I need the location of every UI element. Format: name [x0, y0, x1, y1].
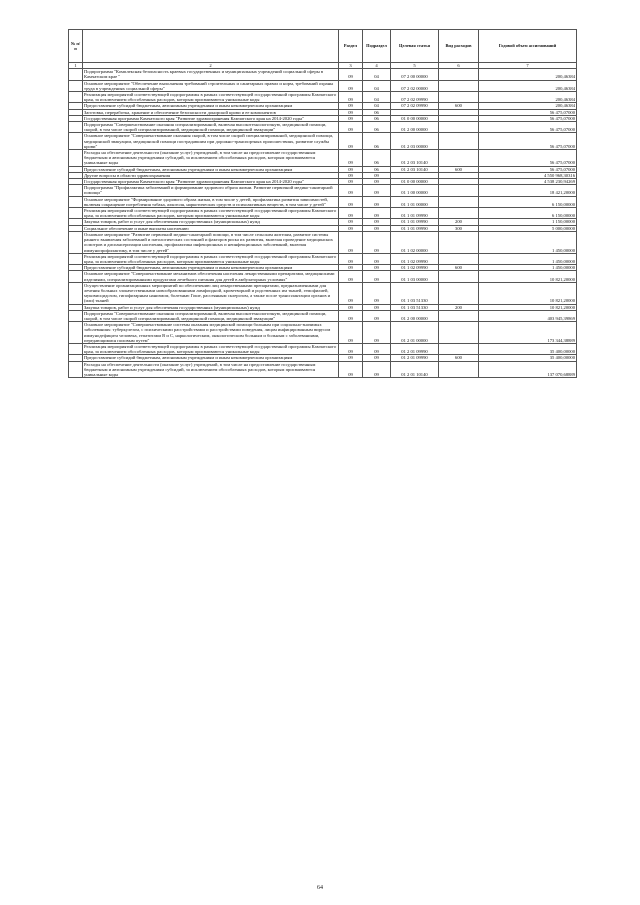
header-section: Раздел	[339, 30, 363, 63]
row-section-cell: 09	[339, 265, 363, 271]
row-target-cell: 01 2 03 00000	[391, 133, 439, 150]
row-section-cell: 09	[339, 208, 363, 219]
row-name-cell: Заготовка, переработка, хранение и обеспечение безопасности донорской крови и ее компонентов	[83, 109, 339, 115]
row-amount-cell: 173 344,38889	[479, 322, 577, 344]
row-name-cell: Подпрограмма "Совершенствование оказания специализированной, включая высокотехнологичную, медицинской помощи, скорой, в том числе скорой специализированной, медицинской помощи, медицинской эвакуации"	[83, 310, 339, 321]
row-target-cell: 01 0 00 00000	[391, 115, 439, 121]
row-name-cell: Предоставление субсидий бюджетным, автономным учреждениям и иным некоммерческим организациям	[83, 103, 339, 109]
row-num-cell	[69, 133, 83, 150]
row-expense-type-cell	[439, 92, 479, 103]
row-amount-cell: 10 821,20000	[479, 282, 577, 304]
row-name-cell: Социальное обеспечение и иные выплаты населению	[83, 225, 339, 231]
budget-table	[68, 29, 577, 378]
row-expense-type-cell	[439, 310, 479, 321]
row-amount-cell: 200,46384	[479, 80, 577, 91]
row-subsection-cell: 09	[363, 304, 391, 310]
header-amount: Годовой объем ассигнований	[479, 30, 577, 63]
row-target-cell: 01 2 01 10140	[391, 361, 439, 378]
row-section-cell: 09	[339, 109, 363, 115]
row-num-cell	[69, 122, 83, 133]
row-target-cell: 01 1 00 00000	[391, 185, 439, 196]
row-section-cell: 09	[339, 322, 363, 344]
row-subsection-cell: 09	[363, 265, 391, 271]
row-amount-cell: 35 400,00000	[479, 343, 577, 354]
row-section-cell: 09	[339, 304, 363, 310]
row-target-cell: 01 2 03 10140	[391, 150, 439, 167]
row-target-cell: 01 1 03 00000	[391, 271, 439, 282]
row-subsection-cell: 09	[363, 185, 391, 196]
row-expense-type-cell: 600	[439, 265, 479, 271]
row-amount-cell: 56 475,07000	[479, 109, 577, 115]
row-expense-type-cell	[439, 322, 479, 344]
row-subsection-cell: 06	[363, 166, 391, 172]
row-target-cell: 01 2 00 00000	[391, 310, 439, 321]
column-number: 5	[391, 63, 439, 69]
row-expense-type-cell	[439, 196, 479, 207]
row-amount-cell: 10 821,20000	[479, 304, 577, 310]
row-section-cell: 09	[339, 80, 363, 91]
row-target-cell: 07 2 02 09990	[391, 92, 439, 103]
column-number: 2	[83, 63, 339, 69]
row-target-cell: 01 1 01 09990	[391, 225, 439, 231]
row-amount-cell: 6 150,00000	[479, 208, 577, 219]
row-num-cell	[69, 343, 83, 354]
header-name	[83, 30, 339, 63]
row-name-cell: Закупка товаров, работ и услуг для обеспечения государственных (муниципальных) нужд	[83, 219, 339, 225]
row-name-cell: Осуществление организационных мероприятий по обеспечению лиц лекарственными препаратами, предназначенными для лечения больных злокачественными новообразованиями лимфоидной, кроветворной и родственных им тканей, гемофилией, муковисцидозом, гипофизарным нанизмом, болезнью Гоше, рассеянным склерозом, а также после трансплантации органов и (или) тканей	[83, 282, 339, 304]
row-name-cell: Основное мероприятие "Формирование здорового образа жизни, в том числе у детей, профилактика развития зависимостей, включая сокращение потребления табака, алкоголя, наркотических средств и психоактивных веществ, в том числе у детей"	[83, 196, 339, 207]
row-num-cell	[69, 253, 83, 264]
row-subsection-cell: 09	[363, 219, 391, 225]
table-row	[69, 231, 577, 253]
row-amount-cell: 35 400,00000	[479, 355, 577, 361]
table-row	[69, 150, 577, 167]
row-name-cell: Подпрограмма "Профилактика заболеваний и формирование здорового образа жизни. Развитие первичной медико-санитарной помощи"	[83, 185, 339, 196]
row-amount-cell: 10 821,20000	[479, 271, 577, 282]
row-section-cell: 09	[339, 172, 363, 178]
row-name-cell: Государственная программа Камчатского края "Развитие здравоохранения Камчатского края на 2014-2020 годы"	[83, 115, 339, 121]
table-row	[69, 133, 577, 150]
row-subsection-cell: 09	[363, 282, 391, 304]
row-target-cell: 01 1 01 00000	[391, 196, 439, 207]
row-section-cell: 09	[339, 231, 363, 253]
row-expense-type-cell: 600	[439, 103, 479, 109]
row-amount-cell: 403 945,39869	[479, 310, 577, 321]
row-expense-type-cell	[439, 231, 479, 253]
row-expense-type-cell	[439, 122, 479, 133]
row-section-cell: 09	[339, 150, 363, 167]
row-target-cell: 07 2 00 00000	[391, 69, 439, 80]
row-subsection-cell: 06	[363, 109, 391, 115]
row-section-cell: 09	[339, 282, 363, 304]
row-section-cell: 09	[339, 69, 363, 80]
row-num-cell	[69, 271, 83, 282]
row-section-cell: 09	[339, 166, 363, 172]
table-row	[69, 69, 577, 80]
row-name-cell: Основное мероприятие "Совершенствование механизмов обеспечения населения лекарственными препаратами, медицинскими изделиями, специализированными продуктами лечебного питания для детей в амбулаторных условиях"	[83, 271, 339, 282]
row-num-cell	[69, 282, 83, 304]
row-name-cell: Основное мероприятие "Совершенствование системы оказания медицинской помощи больным при социально-значимых заболеваниях: туберкулезом, с психическими расстройствами и расстройствами поведения, лицам инфицированным вирусом иммунодефицита человека, гепатитами В и С, наркологическим, онкологическим больным и больным с заболеваниями, передающимися половым путем"	[83, 322, 339, 344]
row-num-cell	[69, 69, 83, 80]
row-subsection-cell: 04	[363, 80, 391, 91]
row-target-cell: 01 2 03 10140	[391, 166, 439, 172]
row-section-cell: 09	[339, 310, 363, 321]
row-name-cell: Подпрограмма "Совершенствование оказания специализированной, включая высокотехнологичную, медицинской помощи, скорой, в том числе скорой специализированной, медицинской помощи, медицинской эвакуации"	[83, 122, 339, 133]
column-number: 1	[69, 63, 83, 69]
row-name-cell: Основное мероприятие "Обеспечение выполнения требований строительных и санитарных правил и норм, требований охраны труда в учреждениях социальной сферы"	[83, 80, 339, 91]
column-number: 6	[439, 63, 479, 69]
row-name-cell: Предоставление субсидий бюджетным, автономным учреждениям и иным некоммерческим организациям	[83, 355, 339, 361]
row-amount-cell: 137 070,68889	[479, 361, 577, 378]
row-name-cell: Закупка товаров, работ и услуг для обеспечения государственных (муниципальных) нужд	[83, 304, 339, 310]
row-name-cell: Другие вопросы в области здравоохранения	[83, 172, 339, 178]
row-subsection-cell: 09	[363, 355, 391, 361]
table-row	[69, 208, 577, 219]
row-subsection-cell: 04	[363, 69, 391, 80]
row-target-cell: 01 1 02 09990	[391, 253, 439, 264]
row-num-cell	[69, 322, 83, 344]
row-num-cell	[69, 80, 83, 91]
row-section-cell: 09	[339, 185, 363, 196]
row-section-cell: 09	[339, 103, 363, 109]
row-expense-type-cell	[439, 80, 479, 91]
row-subsection-cell: 09	[363, 271, 391, 282]
table-row	[69, 80, 577, 91]
row-num-cell	[69, 92, 83, 103]
row-section-cell: 09	[339, 196, 363, 207]
row-target-cell: 01 2 00 00000	[391, 122, 439, 133]
row-subsection-cell: 09	[363, 179, 391, 185]
table-row	[69, 343, 577, 354]
row-section-cell: 09	[339, 219, 363, 225]
row-section-cell: 09	[339, 225, 363, 231]
row-section-cell: 09	[339, 133, 363, 150]
row-section-cell: 09	[339, 253, 363, 264]
row-expense-type-cell	[439, 133, 479, 150]
row-subsection-cell: 06	[363, 133, 391, 150]
row-amount-cell: 1 450,00000	[479, 253, 577, 264]
row-num-cell	[69, 196, 83, 207]
row-expense-type-cell	[439, 185, 479, 196]
row-amount-cell: 56 475,07000	[479, 115, 577, 121]
row-subsection-cell: 09	[363, 310, 391, 321]
header-subsection: Подраздел	[363, 30, 391, 63]
row-expense-type-cell	[439, 253, 479, 264]
row-subsection-cell: 09	[363, 208, 391, 219]
row-section-cell: 09	[339, 361, 363, 378]
table-header-row	[69, 30, 577, 63]
row-subsection-cell: 04	[363, 92, 391, 103]
row-amount-cell: 18 421,20000	[479, 185, 577, 196]
row-target-cell: 01 1 03 51330	[391, 282, 439, 304]
row-expense-type-cell	[439, 69, 479, 80]
row-expense-type-cell: 200	[439, 304, 479, 310]
row-name-cell: Расходы на обеспечение деятельности (оказание услуг) учреждений, в том числе на предоставление государственным бюджетным и автономным учреждениям субсидий, за исключением обособленных расходов, которым присваиваются уникальные коды	[83, 150, 339, 167]
row-target-cell: 01 0 00 00000	[391, 179, 439, 185]
row-name-cell: Предоставление субсидий бюджетным, автономным учреждениям и иным некоммерческим организациям	[83, 166, 339, 172]
row-subsection-cell: 06	[363, 150, 391, 167]
row-amount-cell: 56 475,07000	[479, 166, 577, 172]
row-num-cell	[69, 185, 83, 196]
column-number: 3	[339, 63, 363, 69]
row-name-cell: Реализация мероприятий соответствующей подпрограммы в рамках соответствующей государственной программы Камчатского края, за исключением обособленных расходов, которым присваиваются уникальные коды	[83, 208, 339, 219]
row-subsection-cell: 04	[363, 103, 391, 109]
row-amount-cell: 1 150,00000	[479, 219, 577, 225]
row-subsection-cell: 09	[363, 343, 391, 354]
row-name-cell: Предоставление субсидий бюджетным, автономным учреждениям и иным некоммерческим организациям	[83, 265, 339, 271]
row-section-cell: 09	[339, 355, 363, 361]
row-amount-cell: 4 538 230,94269	[479, 179, 577, 185]
budget-table-sheet	[68, 29, 576, 378]
row-num-cell	[69, 208, 83, 219]
row-target-cell: 01 1 01 09990	[391, 219, 439, 225]
row-expense-type-cell: 600	[439, 166, 479, 172]
row-num-cell	[69, 361, 83, 378]
row-name-cell: Реализация мероприятий соответствующей подпрограммы в рамках соответствующей государственной программы Камчатского края, за исключением обособленных расходов, которым присваиваются уникальные коды	[83, 92, 339, 103]
table-row	[69, 310, 577, 321]
table-row	[69, 122, 577, 133]
row-name-cell: Основное мероприятие "Развитие первичной медико-санитарной помощи, в том числе сельским жителям, развитие системы раннего выявления заболеваний и патологических состояний и факторов риска их развития, включая проведение медицинских осмотров и диспансеризации населения, профилактика инфекционных и неинфекционных заболеваний, включая иммунопрофилактику, в том числе у детей"	[83, 231, 339, 253]
row-name-cell: Основное мероприятие "Совершенствование оказания скорой, в том числе скорой специализированной, медицинской помощи, медицинской эвакуации, медицинской помощи пострадавшим при дорожно-транспортных происшествиях, развитие службы крови"	[83, 133, 339, 150]
column-number: 4	[363, 63, 391, 69]
row-target-cell: 01 1 01 09990	[391, 208, 439, 219]
row-subsection-cell: 09	[363, 322, 391, 344]
row-expense-type-cell	[439, 271, 479, 282]
row-expense-type-cell	[439, 282, 479, 304]
row-section-cell: 09	[339, 179, 363, 185]
row-target-cell: 01 1 03 51330	[391, 304, 439, 310]
row-target-cell: 01 2 01 00000	[391, 322, 439, 344]
row-num-cell	[69, 231, 83, 253]
row-subsection-cell: 06	[363, 122, 391, 133]
row-amount-cell: 4 550 968,30316	[479, 172, 577, 178]
row-amount-cell: 5 000,00000	[479, 225, 577, 231]
row-subsection-cell: 09	[363, 361, 391, 378]
page-number: 64	[317, 885, 323, 891]
row-name-cell: Реализация мероприятий соответствующей подпрограммы в рамках соответствующей государственной программы Камчатского края, за исключением обособленных расходов, которым присваиваются уникальные коды	[83, 343, 339, 354]
row-section-cell: 09	[339, 271, 363, 282]
row-expense-type-cell	[439, 343, 479, 354]
table-body	[69, 69, 577, 378]
table-row	[69, 271, 577, 282]
row-target-cell: 07 2 02 00000	[391, 80, 439, 91]
row-amount-cell: 1 450,00000	[479, 265, 577, 271]
table-row	[69, 361, 577, 378]
table-row	[69, 253, 577, 264]
row-target-cell: 07 2 02 09990	[391, 103, 439, 109]
row-num-cell	[69, 310, 83, 321]
column-number: 7	[479, 63, 577, 69]
table-row	[69, 282, 577, 304]
row-name-cell: Подпрограмма "Комплексная безопасность краевых государственных и муниципальных учреждений социальной сферы в Камчатском крае "	[83, 69, 339, 80]
row-expense-type-cell: 200	[439, 219, 479, 225]
row-expense-type-cell: 600	[439, 355, 479, 361]
row-subsection-cell: 09	[363, 231, 391, 253]
header-expense-type: Вид расходов	[439, 30, 479, 63]
row-amount-cell: 6 150,00000	[479, 196, 577, 207]
table-row	[69, 196, 577, 207]
row-subsection-cell: 09	[363, 253, 391, 264]
row-section-cell: 09	[339, 92, 363, 103]
row-amount-cell: 56 475,07000	[479, 122, 577, 133]
row-subsection-cell: 09	[363, 196, 391, 207]
row-amount-cell: 1 450,00000	[479, 231, 577, 253]
row-name-cell: Государственная программа Камчатского края "Развитие здравоохранения Камчатского края на 2014-2020 годы"	[83, 179, 339, 185]
row-amount-cell: 56 475,07000	[479, 150, 577, 167]
row-section-cell: 09	[339, 343, 363, 354]
row-name-cell: Расходы на обеспечение деятельности (оказание услуг) учреждений, в том числе на предоставление государственным бюджетным и автономным учреждениям субсидий, за исключением обособленных расходов, которым присваиваются уникальные коды	[83, 361, 339, 378]
row-amount-cell: 200,46384	[479, 69, 577, 80]
table-row	[69, 92, 577, 103]
row-expense-type-cell	[439, 208, 479, 219]
row-amount-cell: 200,46384	[479, 103, 577, 109]
row-target-cell: 01 1 02 00000	[391, 231, 439, 253]
row-subsection-cell: 06	[363, 115, 391, 121]
table-row	[69, 185, 577, 196]
row-section-cell: 09	[339, 115, 363, 121]
row-target-cell: 01 2 01 09990	[391, 343, 439, 354]
row-amount-cell: 200,46384	[479, 92, 577, 103]
row-expense-type-cell	[439, 150, 479, 167]
row-subsection-cell: 09	[363, 225, 391, 231]
header-num: № п/п	[69, 30, 83, 63]
row-amount-cell: 56 475,07000	[479, 133, 577, 150]
row-target-cell: 01 2 01 09990	[391, 355, 439, 361]
row-expense-type-cell: 300	[439, 225, 479, 231]
row-name-cell: Реализация мероприятий соответствующей подпрограммы в рамках соответствующей государственной программы Камчатского края, за исключением обособленных расходов, которым присваиваются уникальные коды	[83, 253, 339, 264]
row-target-cell: 01 1 02 09990	[391, 265, 439, 271]
row-section-cell: 09	[339, 122, 363, 133]
row-num-cell	[69, 150, 83, 167]
row-subsection-cell: 09	[363, 172, 391, 178]
table-row	[69, 322, 577, 344]
header-target: Целевая статья	[391, 30, 439, 63]
row-expense-type-cell	[439, 361, 479, 378]
